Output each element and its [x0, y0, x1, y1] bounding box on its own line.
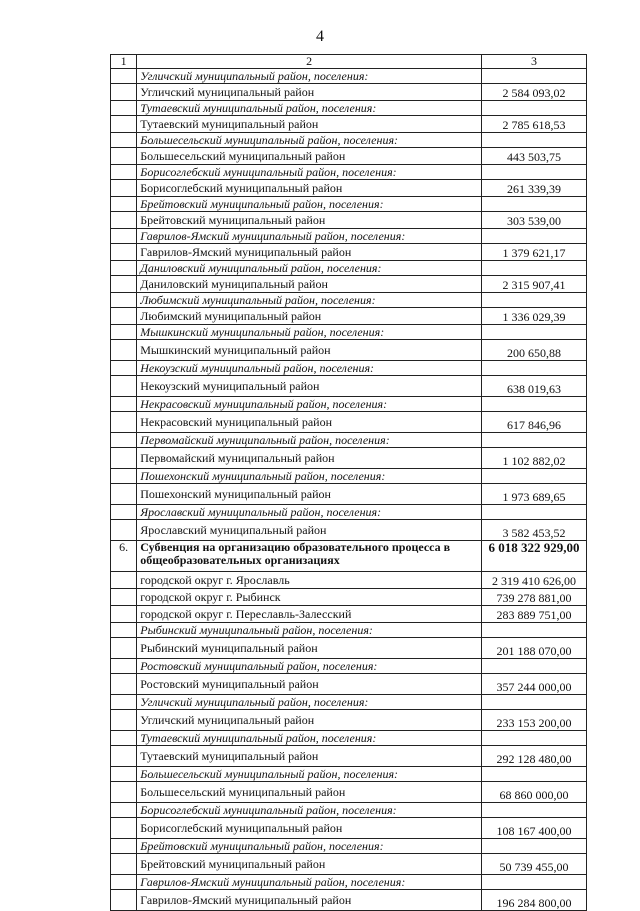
- row-value-cell: [481, 875, 586, 890]
- row-value-cell: [481, 101, 586, 116]
- row-value-cell: 739 278 881,00: [481, 589, 586, 606]
- row-number-cell: [111, 325, 137, 340]
- row-name-cell: Большесельский муниципальный район, поселения:: [137, 767, 482, 782]
- row-value-cell: [481, 433, 586, 448]
- row-name-cell: Брейтовский муниципальный район, поселения:: [137, 839, 482, 854]
- row-number-cell: [111, 782, 137, 803]
- row-name-cell: Ростовский муниципальный район, поселения:: [137, 659, 482, 674]
- table-row: [111, 448, 587, 469]
- row-name-cell: Ярославский муниципальный район: [137, 520, 482, 541]
- row-name-cell: Борисоглебский муниципальный район, поселения:: [137, 165, 482, 180]
- row-value-cell: 357 244 000,00: [481, 674, 586, 695]
- row-value-cell: 303 539,00: [481, 212, 586, 229]
- subheading-row: [111, 623, 587, 638]
- row-value-cell: [481, 695, 586, 710]
- column-header-3: 3: [481, 55, 586, 69]
- subheading-row: [111, 101, 587, 116]
- table-row: [111, 376, 587, 397]
- row-value-cell: [481, 325, 586, 340]
- row-value-cell: [481, 229, 586, 244]
- row-number-cell: [111, 484, 137, 505]
- row-number-cell: [111, 133, 137, 148]
- row-value-cell: 6 018 322 929,00: [481, 541, 586, 572]
- table-row: [111, 340, 587, 361]
- row-name-cell: Даниловский муниципальный район, поселения:: [137, 261, 482, 276]
- row-name-cell: Угличский муниципальный район, поселения:: [137, 695, 482, 710]
- subheading-row: [111, 69, 587, 84]
- row-number-cell: [111, 308, 137, 325]
- row-name-cell: Первомайский муниципальный район, поселения:: [137, 433, 482, 448]
- row-number-cell: [111, 69, 137, 84]
- row-name-cell: Гаврилов-Ямский муниципальный район: [137, 890, 482, 911]
- row-value-cell: 68 860 000,00: [481, 782, 586, 803]
- table-row: [111, 244, 587, 261]
- row-number-cell: [111, 448, 137, 469]
- budget-table-body: [111, 55, 587, 911]
- row-value-cell: [481, 261, 586, 276]
- table-row: [111, 572, 587, 589]
- row-name-cell: Некрасовский муниципальный район: [137, 412, 482, 433]
- row-number-cell: [111, 606, 137, 623]
- row-number-cell: [111, 376, 137, 397]
- row-value-cell: [481, 69, 586, 84]
- table-row: [111, 606, 587, 623]
- row-name-cell: городской округ г. Ярославль: [137, 572, 482, 589]
- row-number-cell: [111, 767, 137, 782]
- row-name-cell: городской округ г. Переславль-Залесский: [137, 606, 482, 623]
- row-number-cell: [111, 340, 137, 361]
- table-row: [111, 746, 587, 767]
- row-number-cell: [111, 659, 137, 674]
- table-row: [111, 212, 587, 229]
- row-name-cell: Мышкинский муниципальный район: [137, 340, 482, 361]
- row-value-cell: [481, 731, 586, 746]
- subheading-row: [111, 731, 587, 746]
- row-value-cell: [481, 133, 586, 148]
- table-row: [111, 148, 587, 165]
- row-name-cell: Ярославский муниципальный район, поселения:: [137, 505, 482, 520]
- table-row: [111, 180, 587, 197]
- row-number-cell: [111, 101, 137, 116]
- subheading-row: [111, 229, 587, 244]
- subheading-row: [111, 197, 587, 212]
- table-row: [111, 276, 587, 293]
- row-number-cell: 6.: [111, 541, 137, 572]
- row-value-cell: [481, 623, 586, 638]
- row-name-cell: Рыбинский муниципальный район: [137, 638, 482, 659]
- row-value-cell: [481, 293, 586, 308]
- row-number-cell: [111, 229, 137, 244]
- row-number-cell: [111, 197, 137, 212]
- row-number-cell: [111, 361, 137, 376]
- table-row: [111, 520, 587, 541]
- row-number-cell: [111, 293, 137, 308]
- row-number-cell: [111, 731, 137, 746]
- row-name-cell: Даниловский муниципальный район: [137, 276, 482, 293]
- row-number-cell: [111, 520, 137, 541]
- row-name-cell: Брейтовский муниципальный район: [137, 212, 482, 229]
- row-name-cell: Пошехонский муниципальный район: [137, 484, 482, 505]
- table-row: [111, 589, 587, 606]
- section-row: [111, 541, 587, 572]
- row-number-cell: [111, 116, 137, 133]
- subheading-row: [111, 803, 587, 818]
- table-row: [111, 854, 587, 875]
- row-number-cell: [111, 180, 137, 197]
- row-value-cell: 1 973 689,65: [481, 484, 586, 505]
- row-number-cell: [111, 710, 137, 731]
- row-number-cell: [111, 638, 137, 659]
- row-number-cell: [111, 505, 137, 520]
- subheading-row: [111, 469, 587, 484]
- row-name-cell: Брейтовский муниципальный район: [137, 854, 482, 875]
- row-name-cell: Борисоглебский муниципальный район: [137, 180, 482, 197]
- row-name-cell: Гаврилов-Ямский муниципальный район: [137, 244, 482, 261]
- row-name-cell: Некрасовский муниципальный район, поселения:: [137, 397, 482, 412]
- row-value-cell: [481, 839, 586, 854]
- table-row: [111, 484, 587, 505]
- row-value-cell: [481, 197, 586, 212]
- row-value-cell: 2 315 907,41: [481, 276, 586, 293]
- row-name-cell: Борисоглебский муниципальный район: [137, 818, 482, 839]
- row-value-cell: 638 019,63: [481, 376, 586, 397]
- row-value-cell: 617 846,96: [481, 412, 586, 433]
- row-name-cell: Борисоглебский муниципальный район, поселения:: [137, 803, 482, 818]
- row-value-cell: 261 339,39: [481, 180, 586, 197]
- row-value-cell: [481, 767, 586, 782]
- row-value-cell: 201 188 070,00: [481, 638, 586, 659]
- row-value-cell: 196 284 800,00: [481, 890, 586, 911]
- row-name-cell: Угличский муниципальный район, поселения:: [137, 69, 482, 84]
- row-value-cell: 2 319 410 626,00: [481, 572, 586, 589]
- subheading-row: [111, 361, 587, 376]
- row-number-cell: [111, 165, 137, 180]
- column-header-2: 2: [137, 55, 482, 69]
- subheading-row: [111, 695, 587, 710]
- row-name-cell: Некоузский муниципальный район, поселения:: [137, 361, 482, 376]
- table-row: [111, 890, 587, 911]
- row-value-cell: 200 650,88: [481, 340, 586, 361]
- row-value-cell: [481, 803, 586, 818]
- table-row: [111, 412, 587, 433]
- row-value-cell: 233 153 200,00: [481, 710, 586, 731]
- table-row: [111, 674, 587, 695]
- row-number-cell: [111, 469, 137, 484]
- row-number-cell: [111, 623, 137, 638]
- row-name-cell: Некоузский муниципальный район: [137, 376, 482, 397]
- row-name-cell: городской округ г. Рыбинск: [137, 589, 482, 606]
- row-number-cell: [111, 397, 137, 412]
- row-number-cell: [111, 148, 137, 165]
- row-name-cell: Гаврилов-Ямский муниципальный район, поселения:: [137, 875, 482, 890]
- subheading-row: [111, 397, 587, 412]
- table-row: [111, 638, 587, 659]
- row-value-cell: [481, 659, 586, 674]
- row-name-cell: Большесельский муниципальный район, поселения:: [137, 133, 482, 148]
- table-row: [111, 782, 587, 803]
- row-name-cell: Угличский муниципальный район: [137, 710, 482, 731]
- row-number-cell: [111, 244, 137, 261]
- row-name-cell: Брейтовский муниципальный район, поселения:: [137, 197, 482, 212]
- row-number-cell: [111, 212, 137, 229]
- row-number-cell: [111, 84, 137, 101]
- row-name-cell: Ростовский муниципальный район: [137, 674, 482, 695]
- row-name-cell: Мышкинский муниципальный район, поселения:: [137, 325, 482, 340]
- row-name-cell: Большесельский муниципальный район: [137, 148, 482, 165]
- row-value-cell: [481, 397, 586, 412]
- row-number-cell: [111, 839, 137, 854]
- row-number-cell: [111, 746, 137, 767]
- row-name-cell: Гаврилов-Ямский муниципальный район, поселения:: [137, 229, 482, 244]
- row-value-cell: 2 584 093,02: [481, 84, 586, 101]
- subheading-row: [111, 165, 587, 180]
- subheading-row: [111, 839, 587, 854]
- row-value-cell: [481, 469, 586, 484]
- subheading-row: [111, 325, 587, 340]
- subheading-row: [111, 767, 587, 782]
- table-row: [111, 710, 587, 731]
- row-name-cell: Любимский муниципальный район: [137, 308, 482, 325]
- row-value-cell: [481, 165, 586, 180]
- table-row: [111, 818, 587, 839]
- budget-table: [110, 54, 587, 911]
- row-number-cell: [111, 818, 137, 839]
- row-number-cell: [111, 261, 137, 276]
- row-name-cell: Первомайский муниципальный район: [137, 448, 482, 469]
- table-header-row: [111, 55, 587, 69]
- row-name-cell: Пошехонский муниципальный район, поселения:: [137, 469, 482, 484]
- subheading-row: [111, 659, 587, 674]
- table-row: [111, 116, 587, 133]
- subheading-row: [111, 261, 587, 276]
- row-value-cell: [481, 361, 586, 376]
- row-number-cell: [111, 854, 137, 875]
- row-name-cell: Большесельский муниципальный район: [137, 782, 482, 803]
- row-value-cell: 1 102 882,02: [481, 448, 586, 469]
- subheading-row: [111, 433, 587, 448]
- row-name-cell: Любимский муниципальный район, поселения:: [137, 293, 482, 308]
- row-value-cell: 1 379 621,17: [481, 244, 586, 261]
- row-name-cell: Тутаевский муниципальный район: [137, 746, 482, 767]
- table-row: [111, 84, 587, 101]
- row-name-cell: Субвенция на организацию образовательного процесса в общеобразовательных организациях: [137, 541, 482, 572]
- row-number-cell: [111, 890, 137, 911]
- row-number-cell: [111, 589, 137, 606]
- subheading-row: [111, 505, 587, 520]
- row-name-cell: Тутаевский муниципальный район: [137, 116, 482, 133]
- row-value-cell: 2 785 618,53: [481, 116, 586, 133]
- row-value-cell: 50 739 455,00: [481, 854, 586, 875]
- subheading-row: [111, 875, 587, 890]
- row-value-cell: 283 889 751,00: [481, 606, 586, 623]
- row-number-cell: [111, 875, 137, 890]
- subheading-row: [111, 293, 587, 308]
- row-name-cell: Угличский муниципальный район: [137, 84, 482, 101]
- row-value-cell: [481, 505, 586, 520]
- row-name-cell: Рыбинский муниципальный район, поселения:: [137, 623, 482, 638]
- row-name-cell: Тутаевский муниципальный район, поселения:: [137, 101, 482, 116]
- table-row: [111, 308, 587, 325]
- row-value-cell: 443 503,75: [481, 148, 586, 165]
- row-number-cell: [111, 276, 137, 293]
- row-value-cell: 292 128 480,00: [481, 746, 586, 767]
- row-number-cell: [111, 572, 137, 589]
- row-name-cell: Тутаевский муниципальный район, поселения:: [137, 731, 482, 746]
- row-number-cell: [111, 803, 137, 818]
- row-value-cell: 3 582 453,52: [481, 520, 586, 541]
- row-number-cell: [111, 695, 137, 710]
- row-value-cell: 1 336 029,39: [481, 308, 586, 325]
- row-number-cell: [111, 412, 137, 433]
- row-value-cell: 108 167 400,00: [481, 818, 586, 839]
- subheading-row: [111, 133, 587, 148]
- page-number: 4: [316, 28, 324, 45]
- column-header-1: 1: [111, 55, 137, 69]
- row-number-cell: [111, 433, 137, 448]
- row-number-cell: [111, 674, 137, 695]
